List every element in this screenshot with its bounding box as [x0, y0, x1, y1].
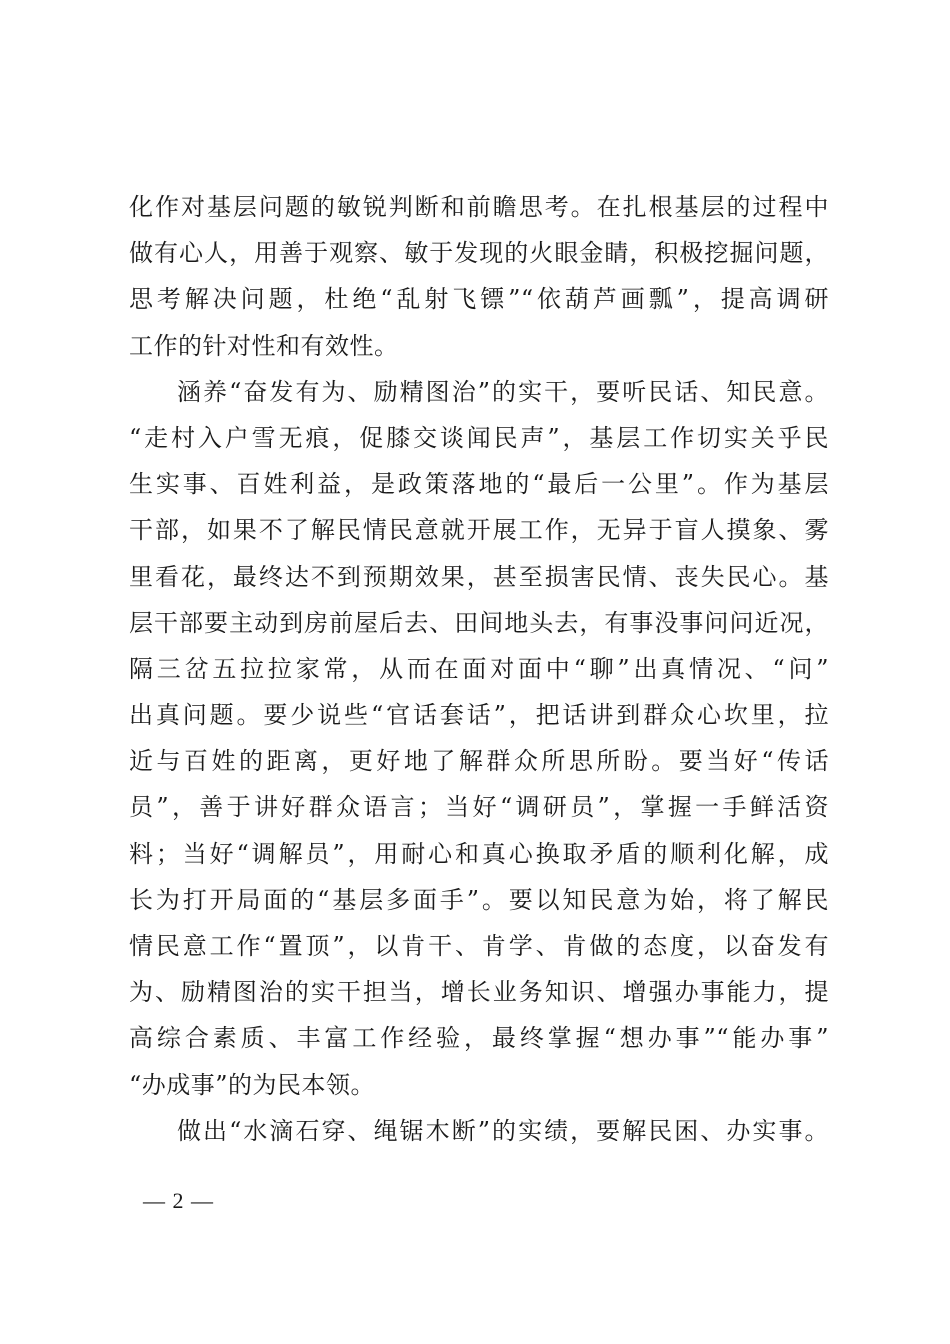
text-line: 生实事、百姓利益，是政策落地的“最后一公里”。作为基层: [129, 470, 829, 499]
text-line: 高综合素质、丰富工作经验，最终掌握“想办事”“能办事”: [129, 1024, 829, 1053]
text-line: 干部，如果不了解民情民意就开展工作，无异于盲人摸象、雾: [129, 516, 829, 545]
text-line: 出真问题。要少说些“官话套话”，把话讲到群众心坎里，拉: [129, 701, 829, 730]
paragraph-start-line: 做出“水滴石穿、绳锯木断”的实绩，要解民困、办实事。: [177, 1116, 829, 1145]
text-line: “办成事”的为民本领。: [129, 1070, 376, 1099]
text-line: 近与百姓的距离，更好地了解群众所思所盼。要当好“传话: [129, 747, 829, 776]
document-body: [129, 184, 829, 1154]
text-line: 化作对基层问题的敏锐判断和前瞻思考。在扎根基层的过程中: [129, 193, 829, 221]
text-line: 工作的针对性和有效性。: [129, 331, 399, 360]
text-line: 层干部要主动到房前屋后去、田间地头去，有事没事问问近况，: [129, 608, 829, 637]
text-line: 员”，善于讲好群众语言；当好“调研员”，掌握一手鲜活资: [129, 793, 829, 822]
text-line: 为、励精图治的实干担当，增长业务知识、增强办事能力，提: [129, 978, 829, 1007]
page-number: — 2 —: [143, 1188, 214, 1213]
text-line: 隔三岔五拉拉家常，从而在面对面中“聊”出真情况、“问”: [129, 654, 829, 683]
text-line: “走村入户雪无痕，促膝交谈闻民声”，基层工作切实关乎民: [129, 423, 829, 452]
text-line: 长为打开局面的“基层多面手”。要以知民意为始，将了解民: [129, 885, 829, 914]
text-line: 情民意工作“置顶”，以肯干、肯学、肯做的态度，以奋发有: [129, 932, 829, 960]
text-line: 料；当好“调解员”，用耐心和真心换取矛盾的顺利化解，成: [129, 839, 829, 868]
paragraph-start-line: 涵养“奋发有为、励精图治”的实干，要听民话、知民意。: [177, 377, 829, 406]
text-line: 里看花，最终达不到预期效果，甚至损害民情、丧失民心。基: [129, 562, 829, 591]
text-line: 做有心人，用善于观察、敏于发现的火眼金睛，积极挖掘问题，: [129, 239, 829, 268]
text-line: 思考解决问题，杜绝“乱射飞镖”“依葫芦画瓢”，提高调研: [129, 285, 829, 314]
